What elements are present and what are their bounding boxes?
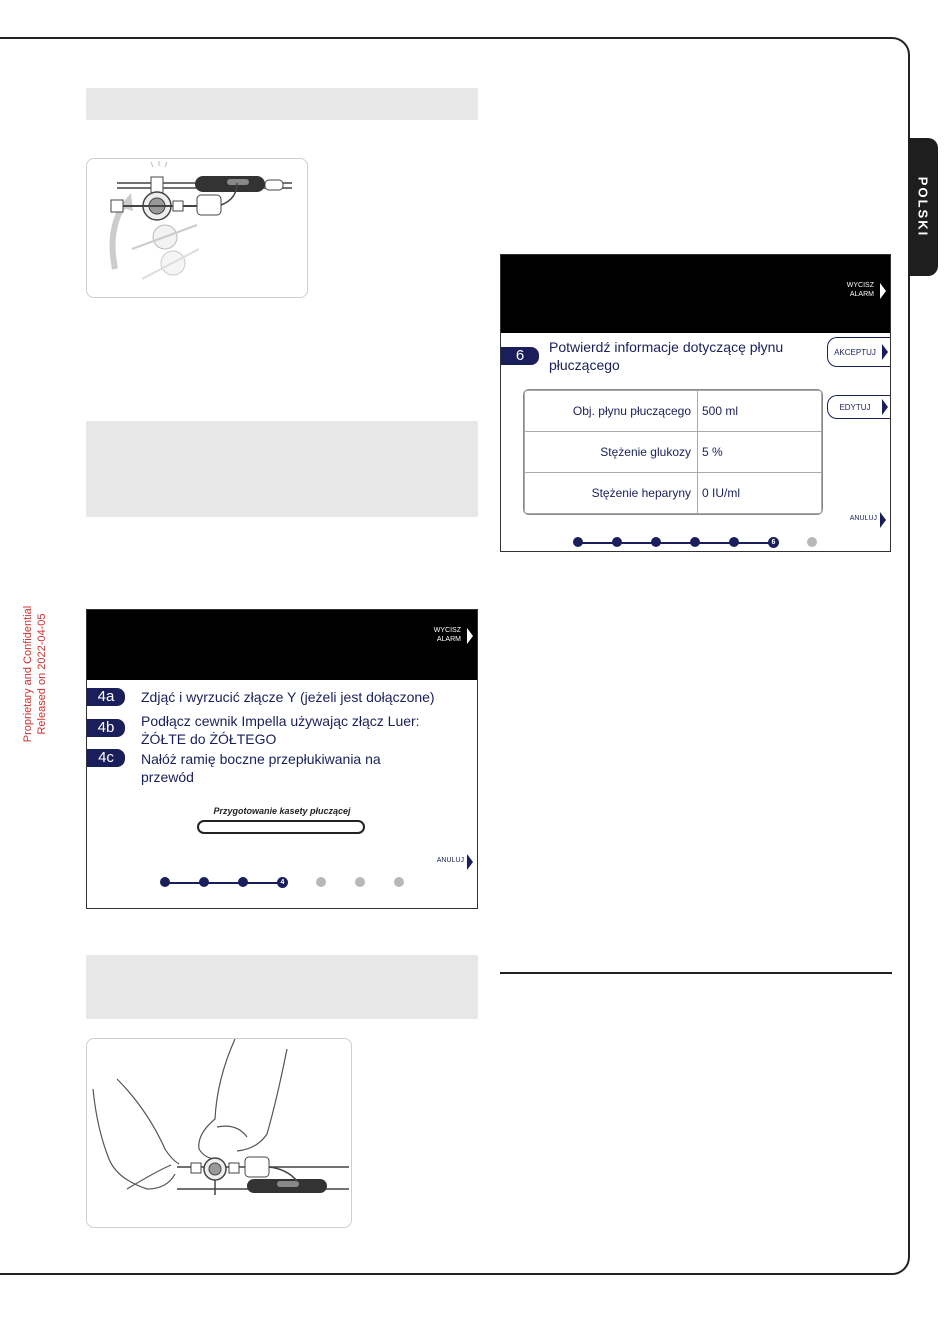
arrow-right-icon	[882, 399, 888, 415]
step-title: Potwierdź informacje dotyczącę płynu płuczącego	[549, 339, 784, 373]
step-badge-6: 6	[501, 347, 539, 365]
step-dot-pending	[394, 877, 404, 887]
step-text-4c: Nałóż ramię boczne przepłukiwania na przewód	[141, 751, 381, 785]
cancel-label: ANULUJ	[849, 515, 877, 522]
row-value: 500 ml	[698, 391, 822, 432]
step-dot-done	[690, 537, 700, 547]
alarm-label-line1: WYCISZ	[433, 627, 461, 634]
edit-button[interactable]	[827, 395, 890, 419]
step-dot-done	[651, 537, 661, 547]
step-dot-done	[612, 537, 622, 547]
alarm-label-line2: ALARM	[849, 291, 874, 298]
step-dot-done	[238, 877, 248, 887]
language-tab[interactable]	[908, 138, 938, 276]
table-row	[525, 432, 822, 473]
arrow-right-icon	[467, 854, 473, 870]
row-label: Stężenie heparyny	[525, 473, 698, 514]
text-block-3	[86, 955, 478, 1019]
arrow-right-icon	[880, 283, 886, 299]
cancel-button[interactable]	[417, 853, 477, 871]
screen-step-6	[500, 254, 891, 552]
step-text-4b: Podłącz cewnik Impella używając złącz Luer: ŻÓŁTE do ŻÓŁTEGO	[141, 713, 420, 747]
alarm-label-line1: WYCISZ	[846, 282, 874, 289]
progress-bar	[197, 820, 365, 834]
illustration-rotate-connector	[86, 158, 308, 298]
text-block-2	[86, 421, 478, 517]
step-dot-pending	[807, 537, 817, 547]
hands-connector-icon	[87, 1039, 351, 1227]
section-divider	[500, 972, 892, 974]
step-dot-current: 6	[768, 537, 779, 548]
confidential-line-2: Released on 2022-04-05	[36, 613, 48, 735]
arrow-right-icon	[880, 512, 886, 528]
step-dot-done	[199, 877, 209, 887]
flush-info-table	[523, 389, 823, 515]
edit-label: EDYTUJ	[839, 402, 871, 412]
row-value: 0 IU/ml	[698, 473, 822, 514]
step-dot-pending	[316, 877, 326, 887]
text-block-1	[86, 88, 478, 120]
step-badge-4a: 4a	[87, 688, 125, 706]
language-tab-label: POLSKI	[915, 176, 931, 238]
step-badge-4c: 4c	[87, 749, 125, 767]
table-row	[525, 473, 822, 514]
arrow-right-icon	[882, 344, 888, 360]
step-dot-done	[573, 537, 583, 547]
step-dot-done	[729, 537, 739, 547]
progress-label: Przygotowanie kasety płuczącej	[213, 806, 351, 816]
illustration-hands-connecting	[86, 1038, 352, 1228]
accept-label: AKCEPTUJ	[834, 347, 876, 357]
row-label: Stężenie glukozy	[525, 432, 698, 473]
cancel-button[interactable]	[830, 511, 890, 529]
alarm-label-line2: ALARM	[436, 636, 461, 643]
step-dot-current: 4	[277, 877, 288, 888]
confidential-note	[21, 569, 49, 779]
connector-illustration-icon	[87, 159, 307, 297]
step-dot-pending	[355, 877, 365, 887]
screen-step-4	[86, 609, 478, 909]
arrow-right-icon	[467, 628, 473, 644]
accept-button[interactable]	[827, 337, 890, 367]
step-badge-4b: 4b	[87, 719, 125, 737]
row-label: Obj. płynu płuczącego	[525, 391, 698, 432]
silence-alarm-button[interactable]	[830, 279, 890, 303]
step-dot-done	[160, 877, 170, 887]
confidential-line-1: Proprietary and Confidential	[22, 605, 34, 743]
table-row	[525, 391, 822, 432]
silence-alarm-button[interactable]	[417, 624, 477, 648]
row-value: 5 %	[698, 432, 822, 473]
step-text-4a: Zdjąć i wyrzucić złącze Y (jeżeli jest dołączone)	[141, 689, 435, 705]
cancel-label: ANULUJ	[436, 857, 464, 864]
